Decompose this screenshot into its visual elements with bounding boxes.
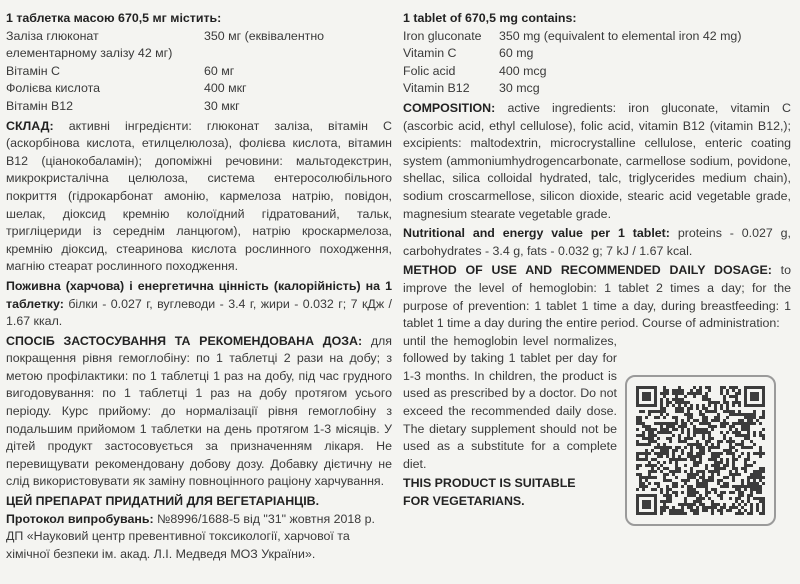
en-ingredient-value: 30 mcg — [499, 81, 540, 96]
ua-ingredient-value: 350 мг (еквівалентно — [204, 28, 325, 43]
ua-protocol-label: Протокол випробувань: — [6, 511, 154, 526]
ua-protocol-text: №8996/1688-5 від "31" жовтня 2018 р. ДП «Науковий центр превентивної токсикології, харчової та хімічної безпеки ім. акад. Л.І. Медведя МОЗ України». — [6, 511, 375, 561]
ua-composition-label: СКЛАД: — [6, 118, 54, 133]
en-nutrition-text: proteins - 0.027 g, carbohydrates - 3.4 g, fats - 0.032 g; 7 kJ / 1.67 kcal. — [403, 226, 791, 258]
qr-code-frame — [625, 375, 776, 526]
en-composition-text: active ingredients: iron gluconate, vitamin C (ascorbic acid, ethyl cellulose), folic acid, vitamin B12 (vitamin B12,); excipients: maltodextrin, microcrystalline cellulose, enteric coating system (ammoniumhydrogencarbonate, carmellose sodium, povidone, shellac, silica colloidal hydrated, talc, triglycerides medium chain), sodium croscarmellose, silicon dioxide, stearic acid vegetable grade, magnesium stearate vegetable grade. — [403, 100, 791, 221]
en-ingredient-row — [403, 63, 791, 81]
ua-nutrition-label: Поживна (харчова) і енергетична цінність (калорійність) на 1 таблетку: — [6, 278, 392, 311]
en-method-label: METHOD OF USE AND RECOMMENDED DAILY DOSAGE: — [403, 263, 772, 278]
ua-ingredient-name: елементарному залізу 42 мг) — [6, 46, 173, 61]
ua-method — [6, 333, 392, 491]
en-composition — [403, 100, 791, 223]
en-method — [403, 262, 791, 332]
en-composition-label: COMPOSITION: — [403, 100, 496, 115]
ua-composition-text: активні інгредієнти: глюконат заліза, вітамін С (аскорбінова кислота, етилцелюлоза), фолієва кислота, вітамин В12 (ціанокобаламін); допоміжні речовини: мальтодекстрин, микрокристалічна целюлоза, система ентеросолюбільного покриття (гідрокарбонат амонію, кармелоза натрію, повідон, шелак, діоксид кремнію колоїдний гідратований, тальк, тригліцериди із середнім ланцюгом), натрію кроскармелоза, кремнію діоксид, стеаринова кислота рослинного походження, магнію стеарат рослинного походження. — [6, 118, 392, 274]
ua-method-label: СПОСІБ ЗАСТОСУВАННЯ ТА РЕКОМЕНДОВАНА ДОЗА: — [6, 333, 363, 348]
ua-ingredient-name: Заліза глюконат — [6, 28, 99, 43]
ua-ingredient-list — [6, 28, 392, 116]
en-ingredient-value: 350 mg (equivalent to elemental iron 42 mg) — [499, 28, 742, 43]
en-ingredient-name: Vitamin B12 — [403, 81, 470, 96]
en-vegetarian-line-2: FOR VEGETARIANS. — [403, 494, 525, 509]
ua-ingredient-name: Вітамін С — [6, 63, 60, 78]
ua-ingredient-row — [6, 45, 392, 63]
en-ingredient-name: Folic acid — [403, 63, 456, 78]
en-ingredient-row — [403, 28, 791, 46]
qr-code-pattern — [636, 386, 765, 515]
ua-protocol — [6, 511, 392, 564]
en-nutrition-label: Nutritional and energy value per 1 tablet: — [403, 226, 670, 241]
ua-ingredient-name: Вітамін В12 — [6, 98, 74, 113]
en-nutrition — [403, 225, 791, 260]
ua-nutrition-text: білки - 0.027 г, вуглеводи - 3.4 г, жири - 0.032 г; 7 кДж / 1.67 ккал. — [6, 296, 392, 329]
en-vegetarian-line-1: THIS PRODUCT IS SUITABLE — [403, 476, 576, 491]
en-method-text: to improve the level of hemoglobin: 1 tablet 2 times a day; for the purpose of prevention: 1 tablet 1 time a day, during breastfeeding: 1 tablet 1 time a day during the entire period. Course of administration: — [403, 263, 791, 331]
ua-heading: 1 таблетка масою 670,5 мг містить: — [6, 11, 222, 25]
ua-ingredient-value — [204, 45, 392, 63]
ua-nutrition — [6, 278, 392, 331]
en-method-continued: until the hemoglobin level normalizes, followed by taking 1 tablet per day for 1-3 months. In children, the product is used as prescribed by a doctor. Do not exceed the recommended daily dose. The dietary supplement should not be used as a substitute for a complete diet. — [403, 333, 617, 471]
ua-method-text: для покращення рівня гемоглобіну: по 1 таблетці 2 рази на добу; з метою профілактики: по 1 таблетці 1 раз на добу, під час грудного вигодовування: по 1 таблетці 1 раз на добу протягом усього періоду. Курс прийому: до нормалізації рівня гемоглобіну з подальшим прийомом 1 таблетки на день протягом 1-3 місяців. У дітей продукт застосовується за призначенням лікаря. Не перевищувати рекомендовану добову дозу. Добавку дієтичну не слід використовувати як заміну повноцінного раціону харчування. — [6, 333, 392, 489]
en-ingredient-name: Vitamin C — [403, 46, 457, 61]
en-ingredient-name: Iron gluconate — [403, 28, 482, 43]
ukrainian-column — [6, 10, 392, 563]
ua-composition — [6, 118, 392, 276]
en-ingredient-value: 60 mg — [499, 46, 534, 61]
ua-ingredient-row — [6, 98, 392, 116]
ua-ingredient-name: Фолієва кислота — [6, 81, 101, 96]
ua-ingredient-value: 400 мкг — [204, 81, 247, 96]
en-heading: 1 tablet of 670,5 mg contains: — [403, 11, 577, 25]
ua-ingredient-row — [6, 63, 392, 81]
ua-vegetarian-note: ЦЕЙ ПРЕПАРАТ ПРИДАТНИЙ ДЛЯ ВЕГЕТАРІАНЦІВ. — [6, 494, 320, 509]
ua-ingredient-row — [6, 80, 392, 98]
en-ingredient-row — [403, 80, 791, 98]
ua-ingredient-value: 60 мг — [204, 63, 235, 78]
en-ingredient-row — [403, 45, 791, 63]
ua-ingredient-value: 30 мкг — [204, 98, 240, 113]
ua-ingredient-row — [6, 28, 392, 46]
qr-code-icon — [636, 386, 765, 515]
en-ingredient-value: 400 mcg — [499, 63, 547, 78]
en-ingredient-list — [403, 28, 791, 98]
